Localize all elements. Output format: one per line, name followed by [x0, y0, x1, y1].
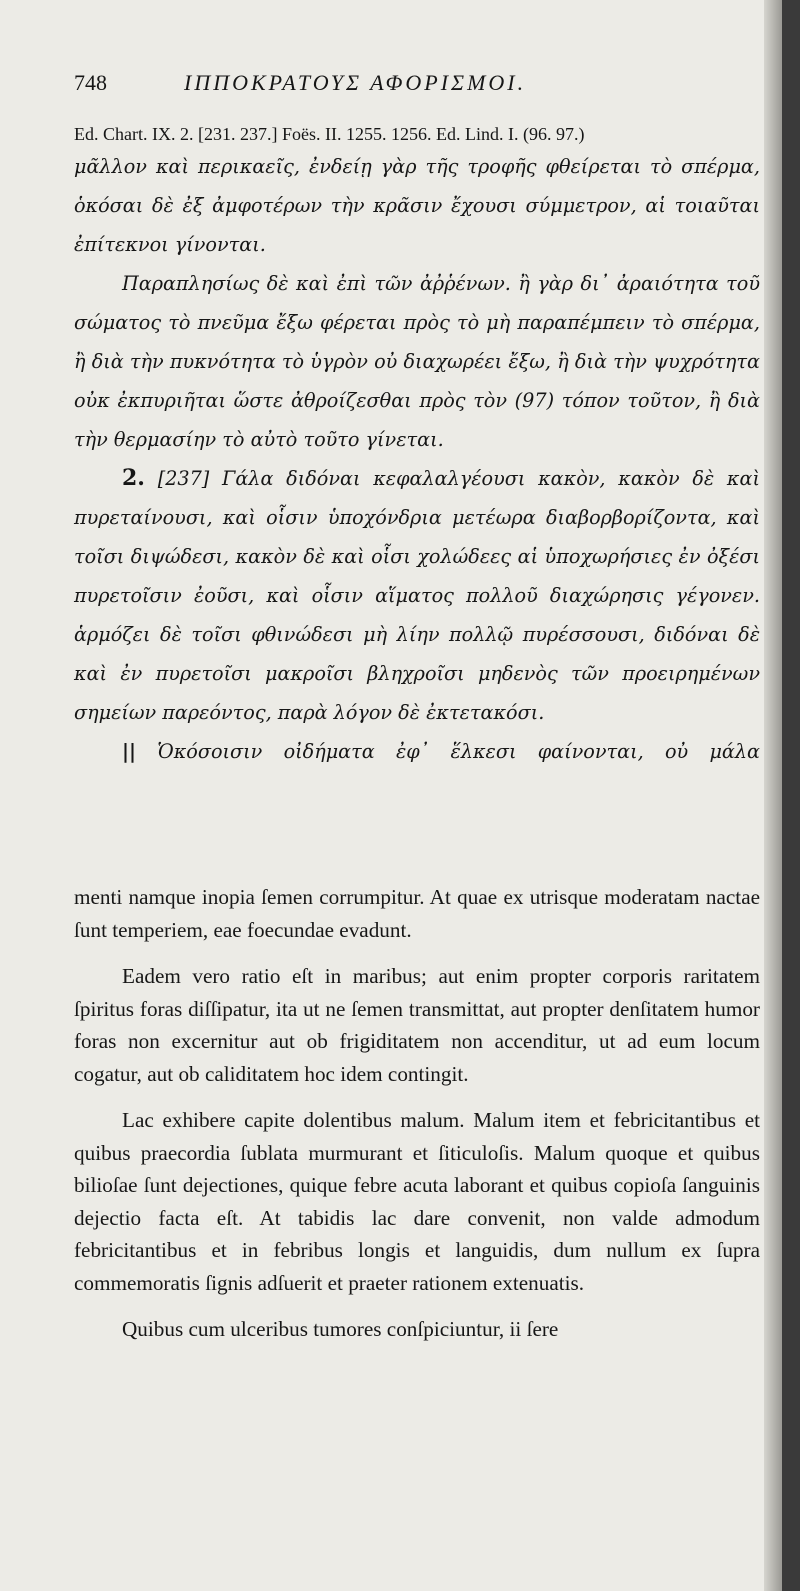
greek-paragraph-text: [237] Γάλα διδόναι κεφαλαλγέουσι κακὸν, κακὸν δὲ καὶ πυρεταίνουσι, καὶ οἷσιν ὑποχόνδρια μετέωρα διαβορβορίζοντα, καὶ τοῖσι διψώδεσι, κακὸν δὲ καὶ οἷσι χολώδεες αἱ ὑποχωρήσιες ἐν ὀξέσι πυρετοῖσιν ἐοῦσι, καὶ οἷσιν αἵματος πολλοῦ διαχώρησις γέγονεν. ἁρμόζει δὲ τοῖσι φθινώδεσι μὴ λίην πολλῷ πυρέσσουσι, διδόναι δὲ καὶ ἐν πυρετοῖσι μακροῖσι βληχροῖσι μηδενὸς τῶν προειρημένων σημείων παρεόντος, παρὰ λόγον δὲ ἐκτετακόσι.: [74, 467, 760, 724]
column-break-mark: ||: [122, 740, 136, 763]
latin-paragraph: Quibus cum ulceribus tumores conſpiciuntur, ii ſere: [122, 1317, 559, 1341]
page-number: 748: [74, 70, 107, 95]
greek-paragraph: Παραπλησίως δὲ καὶ ἐπὶ τῶν ἀῤῥένων. ἢ γὰρ δι᾽ ἀραιότητα τοῦ σώματος τὸ πνεῦμα ἔξω φέρεται πρὸς τὸ μὴ παραπέμπειν τὸ σπέρμα, ἢ διὰ τὴν πυκνότητα τὸ ὑγρὸν οὐ διαχωρέει ἔξω, ἢ διὰ τὴν ψυχρότητα οὐκ ἐκπυριῆται ὥστε ἀθροίζεσθαι πρὸς τὸν (97) τόπον τοῦτον, ἢ διὰ τὴν θερμασίην τὸ αὐτὸ τοῦτο γίνεται.: [74, 272, 760, 451]
latin-paragraph: Eadem vero ratio eſt in maribus; aut enim propter corporis raritatem ſpiritus foras diſſipatur, ita ut ne ſemen transmittat, aut propter denſitatem humor foras non excernitur aut ob frigiditatem non accenditur, ut ad eum locum cogatur, aut ob caliditatem hoc idem contingit.: [74, 964, 760, 1086]
aphorism-number: 2.: [122, 465, 145, 491]
latin-paragraph: menti namque inopia ſemen corrumpitur. At quae ex utrisque moderatam nactae ſunt temperiem, eae foecundae evadunt.: [74, 885, 760, 942]
running-title: ΙΠΠΟΚΡΑΤΟΥΣ ΑΦΟΡΙΣΜΟΙ.: [184, 70, 527, 95]
latin-text: [74, 881, 760, 1346]
greek-text: [74, 147, 760, 771]
greek-paragraph: μᾶλλον καὶ περικαεῖς, ἐνδείῃ γὰρ τῆς τροφῆς φθείρεται τὸ σπέρμα, ὁκόσαι δὲ ἐξ ἀμφοτέρων τὴν κρᾶσιν ἔχουσι σύμμετρον, αἱ τοιαῦται ἐπίτεκνοι γίνονται.: [74, 155, 760, 256]
edition-references: Ed. Chart. IX. 2. [231. 237.] Foës. II. 1255. 1256. Ed. Lind. I. (96. 97.): [74, 124, 585, 144]
greek-aphorism: [74, 459, 760, 732]
latin-paragraph: Lac exhibere capite dolentibus malum. Malum item et febricitantibus et quibus praecordia ſublata murmurant et ſiticuloſis. Malum quoque et quibus bilioſae ſunt dejectiones, quique febre acuta laborant et quibus copioſa ſanguinis dejectio facta eſt. At tabidis lac dare convenit, non valde admodum febricitantibus et in febribus longis et languidis, dum nullum ex ſupra commemoratis ſignis adſuerit et praeter rationem extenuatis.: [74, 1108, 760, 1295]
page-header: [74, 70, 760, 110]
greek-paragraph: [74, 732, 760, 771]
page-edge-shadow: [764, 0, 782, 1591]
greek-paragraph-text: Ὁκόσοισιν οἰδήματα ἐφ᾽ ἕλκεσι φαίνονται, οὐ μάλα: [157, 740, 760, 763]
